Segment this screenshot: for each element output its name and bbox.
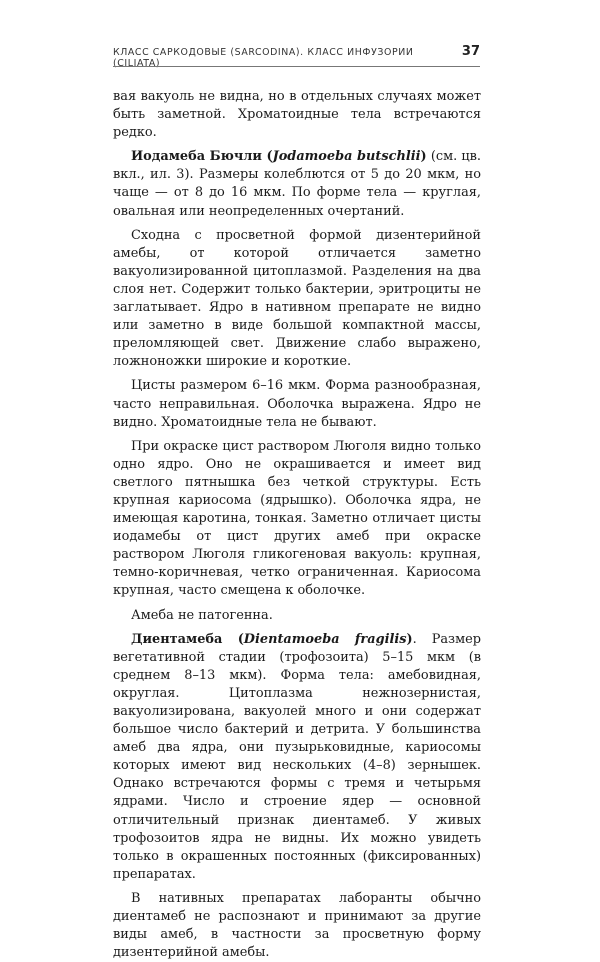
body-text (113, 88, 481, 962)
species-term: Диентамеба (131, 631, 223, 647)
paragraph (113, 377, 481, 431)
species-term: Иодамеба Бючли (131, 149, 262, 165)
paragraph (113, 890, 481, 962)
running-title: КЛАСС САРКОДОВЫЕ (SARCODINA). КЛАСС ИНФУЗОРИИ (CILIATA) (113, 47, 414, 69)
paren-close: ) (420, 149, 427, 165)
header-rule (113, 66, 480, 67)
page-number: 37 (461, 44, 480, 59)
paren-open: ( (222, 631, 244, 647)
paragraph (113, 88, 481, 142)
paragraph-text: . Размер вегетативной стадии (трофозоита) 5–15 мкм (в среднем 8–13 мкм). Форма тела: амебовидная, округлая. Цитоплазма нежнозернистая, вакуолизирована, вакуолей много и они содержат большое число бактерий и детрита. У большинства амеб два ядра, они пузырьковидные, кариосомы которых имеют вид нескольких (4–8) зернышек. Однако встречаются формы с тремя и четырьмя ядрами. Число и строение ядер — основной отличительный признак диентамеб. У живых трофозоитов ядра не видны. Их можно увидеть только в окрашенных постоянных (фиксированных) препаратах. (113, 631, 481, 882)
paragraph-text: При окраске цист раствором Люголя видно только одно ядро. Оно не окрашивается и имеет вид светлого пятнышка без четкой структуры. Есть крупная кариосома (ядрышко). Оболочка ядра, не имеющая каротина, тонкая. Заметно отличает цисты иодамебы от цист других амеб при окраске раствором Люголя гликогеновая вакуоль: крупная, темно-коричневая, четко ограниченная. Кариосома крупная, часто смещена к оболочке. (113, 438, 481, 599)
paragraph-text: Сходна с просветной формой дизентерийной амебы, от которой отличается заметно вакуолизированной цитоплазмой. Разделения на два слоя нет. Содержит только бактерии, эритроциты не заглатывает. Ядро в нативном препарате не видно или заметно в виде большой компактной массы, преломляющей свет. Движение слабо выражено, ложноножки широкие и короткие. (113, 227, 481, 370)
paragraph (113, 631, 481, 884)
paragraph (113, 438, 481, 601)
paren-open: ( (261, 149, 273, 165)
paragraph-text: В нативных препаратах лаборанты обычно диентамеб не распознают и принимают за другие виды амеб, в частности за просветную форму дизентерийной амебы. (113, 890, 481, 961)
latin-name: Dientamoeba fragilis (243, 631, 407, 647)
paragraph (113, 148, 481, 220)
paragraph-text: Цисты размером 6–16 мкм. Форма разнообразная, часто неправильная. Оболочка выражена. Ядро не видно. Хроматоидные тела не бывают. (113, 378, 481, 430)
paragraph (113, 227, 481, 372)
paragraph-text: Амеба не патогенна. (131, 607, 273, 623)
latin-name-wrap (244, 632, 407, 647)
latin-name: Jodamoeba butschlii (272, 149, 421, 165)
paragraph-text: (см. цв. вкл., ил. 3). Размеры колеблются от 5 до 20 мкм, но чаще — от 8 до 16 мкм. По форме тела — круглая, овальная или неопределенных очертаний. (113, 149, 481, 219)
paragraph (113, 607, 481, 625)
paragraph-text: вая вакуоль не видна, но в отдельных случаях может быть заметной. Хроматоидные тела встречаются редко. (113, 89, 481, 141)
paren-close: ) (406, 631, 413, 647)
latin-name-wrap (273, 149, 421, 164)
